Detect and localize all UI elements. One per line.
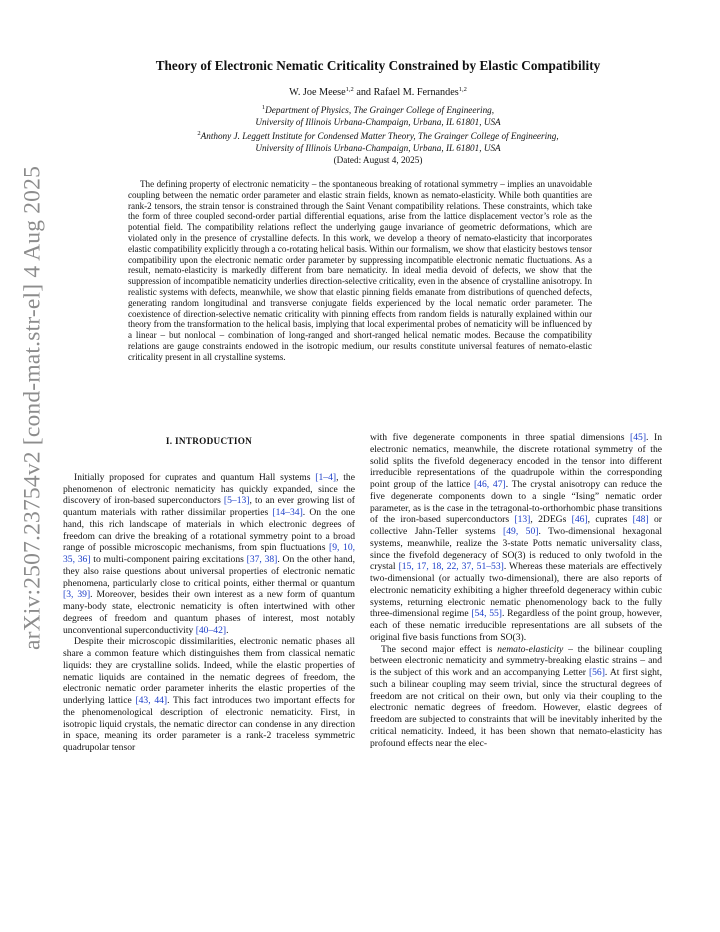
citation-link[interactable]: [49, 50]	[503, 526, 539, 537]
citation-link[interactable]: [13]	[514, 514, 531, 526]
paper-title: Theory of Electronic Nematic Criticality Constrained by Elastic Compatibility	[155, 58, 601, 73]
left-column	[63, 432, 355, 754]
emphasized-term: nemato-elasticity	[497, 643, 564, 655]
citation-link[interactable]: [46, 47]	[473, 479, 506, 490]
affiliations	[100, 102, 656, 154]
citation-link[interactable]: [56]	[588, 667, 605, 678]
citation-link[interactable]: [15, 17, 18, 22, 37, 51–53]	[398, 561, 504, 573]
right-column	[370, 432, 662, 749]
citation-link[interactable]: [46]	[571, 514, 588, 526]
author-affiliation-marker: 1,2	[345, 86, 354, 93]
section-heading-introduction: I. INTRODUCTION	[165, 436, 253, 446]
date-line: (Dated: August 4, 2025)	[333, 155, 423, 165]
citation-link[interactable]: [14–34]	[272, 507, 303, 518]
affiliation-2-line-2: University of Illinois Urbana-Champaign, Urbana, IL 61801, USA	[255, 142, 501, 153]
citation-link[interactable]: [1–4]	[315, 471, 337, 483]
affiliation-1-line-1: $^1$Department of Physics, The Grainger College of Engineering,	[261, 104, 495, 115]
citation-link[interactable]: [37, 38]	[246, 554, 278, 565]
citation-link[interactable]: [5–13]	[223, 495, 250, 507]
citation-link[interactable]: [45]	[630, 432, 647, 443]
citation-link[interactable]: [3, 39]	[63, 589, 91, 601]
affiliation-marker: 2	[197, 130, 201, 137]
author-name: W. Joe Meese	[289, 87, 346, 98]
citation-link[interactable]: [43, 44]	[135, 695, 168, 706]
paragraph: with five degenerate components in three spatial dimensions [45]. In electronic nematics, meanwhile, the discrete rotational symmetry of the solid splits the fivefold degeneracy encoded in the tensor into different irreducible representations of the quadrupole within the corresponding point group of the lattice [46, 47]. The crystal anisotropy can reduce the five degenerate components down to a single “Ising” nematic order parameter, as is the case in the tetragonal-to-orthorhombic phase transitions of the iron-based superconductors [13], 2DEGs [46], cuprates [48] or collective Jahn-Teller systems [49, 50]. Two-dimensional hexagonal systems, meanwhile, realize the 3-state Potts nematic universality class, since the fivefold degeneracy of SO(3) is reduced to only twofold in the crystal [15, 17, 18, 22, 37, 51–53]. Whereas these materials are effectively two-dimensional (or actually two-dimensional), there are also reports of electronic nematicity exhibiting a higher threefold degeneracy within cubic systems, returning electronic nematic phenomenology back to the fully three-dimensional regime [54, 55]. Regardless of the point group, however, each of these nematic irreducible representations are all subsets of the original five basis functions from SO(3).	[370, 432, 663, 643]
arxiv-identifier-stamp	[12, 148, 54, 668]
paragraph: Despite their microscopic dissimilarities, electronic nematic phases all share a common feature which distinguishes them from classical nematic liquids: they are crystalline solids. Indeed, while the elastic properties of nematic liquids are contained in the nematic degrees of freedom, the electronic nematic order parameter inherits the elastic properties of the underlying lattice [43, 44]. This fact introduces two important effects for the phenomenological description of electronic nematicity. First, in isotropic liquid crystals, the nematic director can condense in any direction in space, meaning its order parameter is a rank-2 traceless symmetric quadrupolar tensor	[63, 636, 355, 753]
abstract: The defining property of electronic nematicity – the spontaneous breaking of rotational symmetry – implies an unavoidable coupling between the nematic order parameter and elastic strain fields, known as nemato-elasticity. While both quantities are rank-2 tensors, the strain tensor is constrained through the Saint Venant compatibility relations. These constraints, which take the form of three coupled second-order partial differential equations, arise from the lattice displacement vector’s role as the potential field. The compatibility relations reflect the underlying gauge invariance of geometric deformations, which are violated only in the presence of crystalline defects. In this work, we develop a theory of nemato-elasticity that incorporates elastic compatibility explicitly through a co-rotating helical basis. Within our formalism, we show that elasticity bestows tensor compatibility upon the electronic nematic order parameter by suppressing incompatible electronic nematic fluctuations. As a result, nemato-elasticity is markedly different from bare nematicity. In ideal media devoid of defects, we show that the suppression of incompatible nematicity underlies direction-selective criticality, even in the absence of crystalline anisotropy. In realistic systems with defects, meanwhile, we show that elastic pinning fields emanate from distributions of quenched defects, generating random longitudinal and transverse conjugate fields experienced by the local nematic order parameter. The coexistence of direction-selective nematic criticality with pinning effects from random fields is naturally explained within our theory from the transformation to the helical basis, implying that local experimental probes of nematicity will be influenced by a linear – but nonlocal – combination of long-ranged and short-ranged helical nematic modes. Because the compatibility relations are gauge constraints endowed in the isotropic medium, our results constitute universal features of nemato-elastic criticality present in all crystalline systems.	[128, 179, 592, 362]
paper-header	[100, 58, 656, 165]
citation-link[interactable]: [54, 55]	[471, 608, 502, 620]
paragraph: Initially proposed for cuprates and quantum Hall systems [1–4], the phenomenon of electronic nematicity has quickly expanded, since the discovery of iron-based superconductors [5–13], to an ever growing list of quantum materials with rather dissimilar properties [14–34]. On the one hand, this rich landscape of materials in which electronic degrees of freedom can drive the breaking of a rotational symmetry point to a broad range of possible microscopic mechanisms, from spin fluctuations [9, 10, 35, 36] to multi-component pairing excitations [37, 38]. On the other hand, they also raise questions about universal properties of electronic nematic phenomena, particularly close to critical points, either thermal or quantum [3, 39]. Moreover, besides their own interest as a new form of quantum many-body state, electronic nematicity is often intertwined with other degrees of freedom and quantum phases of interest, most notably unconventional superconductivity [40–42].	[63, 471, 356, 636]
author-affiliation-marker: 1,2	[458, 86, 467, 93]
citation-link[interactable]: [40–42]	[195, 624, 227, 636]
citation-link[interactable]: [48]	[632, 514, 649, 526]
arxiv-identifier-text: arXiv:2507.23754v2 [cond-mat.str-el] 4 Aug 2025	[19, 165, 46, 651]
affiliation-2-line-1: $^2$Anthony J. Leggett Institute for Condensed Matter Theory, The Grainger College of Engineering,	[197, 130, 559, 141]
affiliation-1-line-2: University of Illinois Urbana-Champaign, Urbana, IL 61801, USA	[255, 116, 501, 127]
citation-link[interactable]: [9, 10, 35, 36]	[63, 542, 356, 565]
author-name: Rafael M. Fernandes	[373, 87, 459, 98]
paragraph: The second major effect is nemato-elasticity – the bilinear coupling between electronic nematicity and symmetry-breaking elastic strains – and is the subject of this work and an accompanying Letter [56]. At first sight, such a bilinear coupling may seem trivial, since the structural degrees of freedom are not critical on their own, but only via their coupling to the electronic nematic degrees of freedom. However, elastic degrees of freedom are subjected to constraints that will be inevitably inherited by the critical nematicity. Indeed, it has been shown that nemato-elasticity has profound effects near the elec-	[370, 643, 662, 749]
affiliation-marker: 1	[261, 104, 266, 111]
author-list	[100, 86, 656, 98]
author-conjunction: and	[356, 87, 372, 98]
